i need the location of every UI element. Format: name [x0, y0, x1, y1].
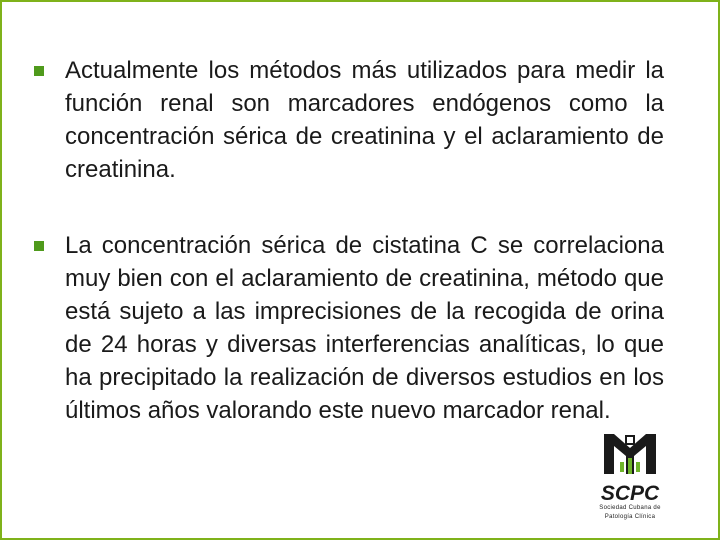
bullet-list	[32, 54, 664, 427]
square-bullet-icon	[34, 241, 44, 251]
bullet-text: Actualmente los métodos más utilizados para medir la función renal son marcadores endógenos como la concentración sérica de creatinina y el aclaramiento de creatinina.	[65, 57, 664, 183]
bullet-item	[32, 54, 664, 186]
scpc-logo	[590, 426, 670, 526]
bullet-item	[32, 229, 664, 427]
logo-acronym: SCPC	[600, 482, 660, 504]
bullet-text: La concentración sérica de cistatina C se correlaciona muy bien con el aclaramiento de creatinina, método que está sujeto a las imprecisiones de la recogida de orina de 24 horas y diversas interferencias analíticas, lo que ha precipitado la realización de diversos estudios en los últimos años valorando este nuevo marcador renal.	[65, 232, 664, 424]
logo-caption-line1: Sociedad Cubana de	[599, 505, 661, 511]
square-bullet-icon	[34, 66, 44, 76]
logo-caption-line2: Patología Clínica	[604, 514, 656, 520]
scpc-emblem-icon	[590, 426, 670, 504]
